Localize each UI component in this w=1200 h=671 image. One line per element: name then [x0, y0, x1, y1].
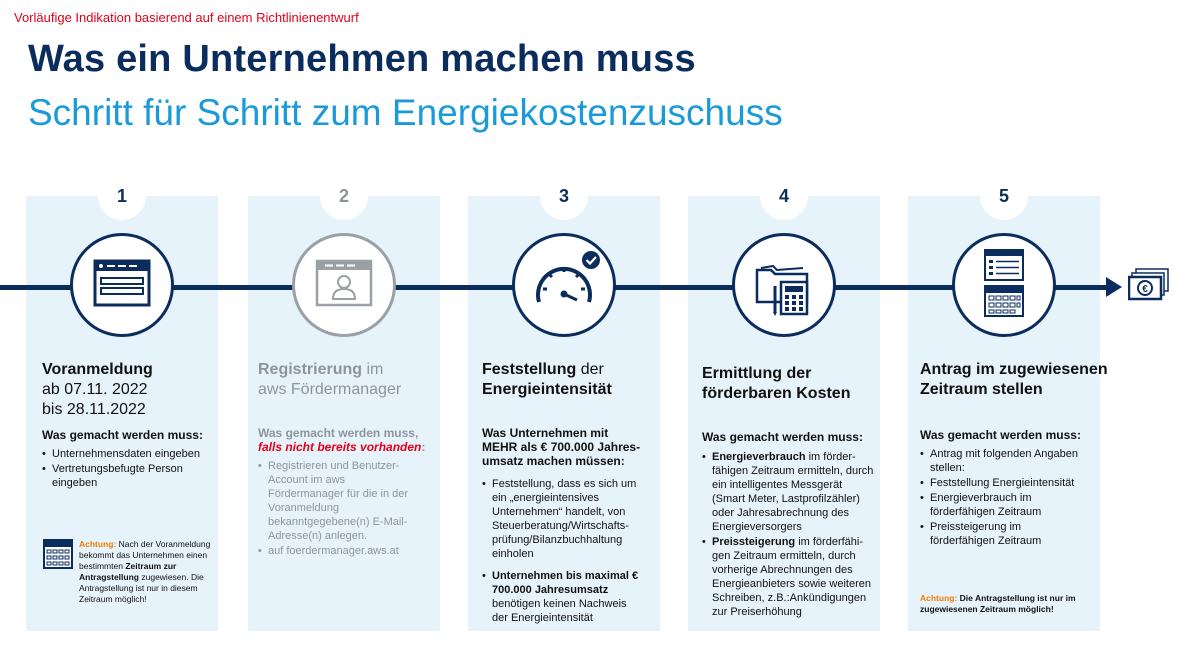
- step-5-title: [920, 360, 1110, 400]
- step-3-number: 3: [540, 172, 588, 220]
- list-item: • Feststellung Energieintensität: [920, 476, 1085, 490]
- step-5-title-line-2: Zeitraum stellen: [920, 381, 1043, 398]
- step-3-list: [482, 477, 642, 626]
- form-calendar-icon: [955, 236, 1053, 334]
- page-subtitle: Schritt für Schritt zum Energiekostenzuschuss: [28, 92, 783, 133]
- step-3-title: [482, 360, 662, 400]
- item-rest: im förderfähi-gen Zeitraum ermitteln, durch vorherige Abrechnungen des Energieanbieters sowie weiteren Schreiben, z.B.:Ankündigungen zur Preiserhöhung: [712, 536, 871, 618]
- step-1-icon-circle: [70, 233, 174, 337]
- form-window-icon: [73, 236, 171, 334]
- step-4-list: [702, 450, 877, 620]
- euro-banknote-icon: [1128, 267, 1172, 303]
- step-4-title-line-2: förderbaren Kosten: [702, 385, 851, 402]
- step-3-title-rest: der: [580, 361, 604, 378]
- list-item: • Vertretungsbefugte Person eingeben: [42, 462, 207, 490]
- step-3-heading: Was Unternehmen mit MEHR als € 700.000 Jahres-umsatz machen müssen:: [482, 426, 641, 468]
- step-2-title: [258, 360, 438, 400]
- item-bold: Energieverbrauch: [712, 451, 806, 463]
- list-item: [702, 535, 877, 619]
- list-item: • auf foerdermanager.aws.at: [258, 544, 418, 558]
- step-5-list: [920, 447, 1085, 549]
- step-1-number: 1: [98, 172, 146, 220]
- step-2-title-rest: im: [366, 361, 384, 378]
- step-4-title-line-1: Ermittlung der: [702, 365, 812, 382]
- step-4-number: 4: [760, 172, 808, 220]
- list-item: [702, 450, 877, 534]
- step-1-title: [42, 360, 222, 420]
- list-item: [482, 569, 642, 625]
- item-bold: Preissteigerung: [712, 536, 796, 548]
- list-item: • Energieverbrauch im förderfähigen Zeitraum: [920, 491, 1085, 519]
- step-4-icon-circle: [732, 233, 836, 337]
- user-account-icon: [295, 236, 393, 334]
- step-3-icon-circle: [512, 233, 616, 337]
- list-item: • Registrieren und Benutzer-Account im aws Fördermanager für die in der Voranmeldung bekanntgegebene(n) E-Mail-Adresse(n) anlegen.: [258, 459, 418, 543]
- step-2-title-bold: Registrierung: [258, 361, 363, 378]
- warning-text: Die Antragstellung ist nur im zugewiesenen Zeitraum möglich!: [920, 593, 1076, 614]
- step-2-icon-circle: [292, 233, 396, 337]
- warning-label: Achtung:: [920, 593, 958, 603]
- step-4-heading: Was gemacht werden muss:: [702, 430, 863, 444]
- step-2-heading: [258, 426, 438, 454]
- step-1-warning: [79, 539, 213, 605]
- item-rest: im förder-fähigen Zeitraum ermitteln, durch ein intelligentes Messgerät (Smart Meter, Lastprofilzähler) oder Jahresabrechnung des Energieversorgers: [712, 451, 874, 533]
- list-item: • Antrag mit folgenden Angaben stellen:: [920, 447, 1085, 475]
- heading-end: :: [421, 440, 426, 454]
- list-item: • Preissteigerung im förderfähigen Zeitraum: [920, 520, 1085, 548]
- warning-label: Achtung:: [79, 539, 117, 549]
- gauge-check-icon: [515, 236, 613, 334]
- calendar-icon: [43, 538, 73, 570]
- step-5-heading: Was gemacht werden muss:: [920, 428, 1081, 442]
- step-4-title: [702, 364, 882, 404]
- step-1-list: [42, 447, 207, 491]
- svg-text:€: €: [1142, 284, 1148, 295]
- step-5-number: 5: [980, 172, 1028, 220]
- warning-text: Nach der Voranmeldung bekommt das Unternehmen einen bestimmten: [79, 539, 211, 571]
- step-3-title-line-2: Energieintensität: [482, 381, 612, 398]
- list-item: • Unternehmensdaten eingeben: [42, 447, 207, 461]
- step-3-title-bold: Feststellung: [482, 361, 577, 378]
- heading-text: Was gemacht werden muss,: [258, 426, 419, 440]
- step-5-title-line-1: Antrag im zugewiesenen: [920, 361, 1108, 378]
- step-1-title-bold: Voranmeldung: [42, 361, 153, 378]
- warning-tail: zugewiesen. Die Antragstellung ist nur in diesem Zeitraum möglich!: [79, 572, 204, 604]
- step-1-title-line-2: bis 28.11.2022: [42, 401, 146, 418]
- timeline-arrowhead: [1106, 277, 1122, 297]
- item-rest: benötigen keinen Nachweis der Energieintensität: [492, 598, 627, 624]
- folder-calculator-icon: [735, 236, 833, 334]
- heading-red: falls nicht bereits vorhanden: [258, 440, 422, 454]
- step-1-title-line-1: ab 07.11. 2022: [42, 381, 148, 398]
- page-title: Was ein Unternehmen machen muss: [28, 38, 696, 80]
- step-2-list: [258, 459, 418, 559]
- step-2-number: 2: [320, 172, 368, 220]
- item-bold: Unternehmen bis maximal € 700.000 Jahresumsatz: [492, 570, 639, 596]
- step-5-icon-circle: [952, 233, 1056, 337]
- warning-bold: Zeitraum zur Antragstellung: [79, 561, 177, 582]
- step-5-warning: [920, 593, 1090, 615]
- list-item: • Feststellung, dass es sich um ein „energieintensives Unternehmen“ handelt, von Steuerberatung/Wirtschafts-prüfung/Bilanzbuchhaltung einholen: [482, 477, 642, 561]
- draft-note: Vorläufige Indikation basierend auf einem Richtlinienentwurf: [14, 10, 359, 25]
- step-2-title-line-2: aws Fördermanager: [258, 381, 402, 398]
- step-1-heading: Was gemacht werden muss:: [42, 428, 203, 442]
